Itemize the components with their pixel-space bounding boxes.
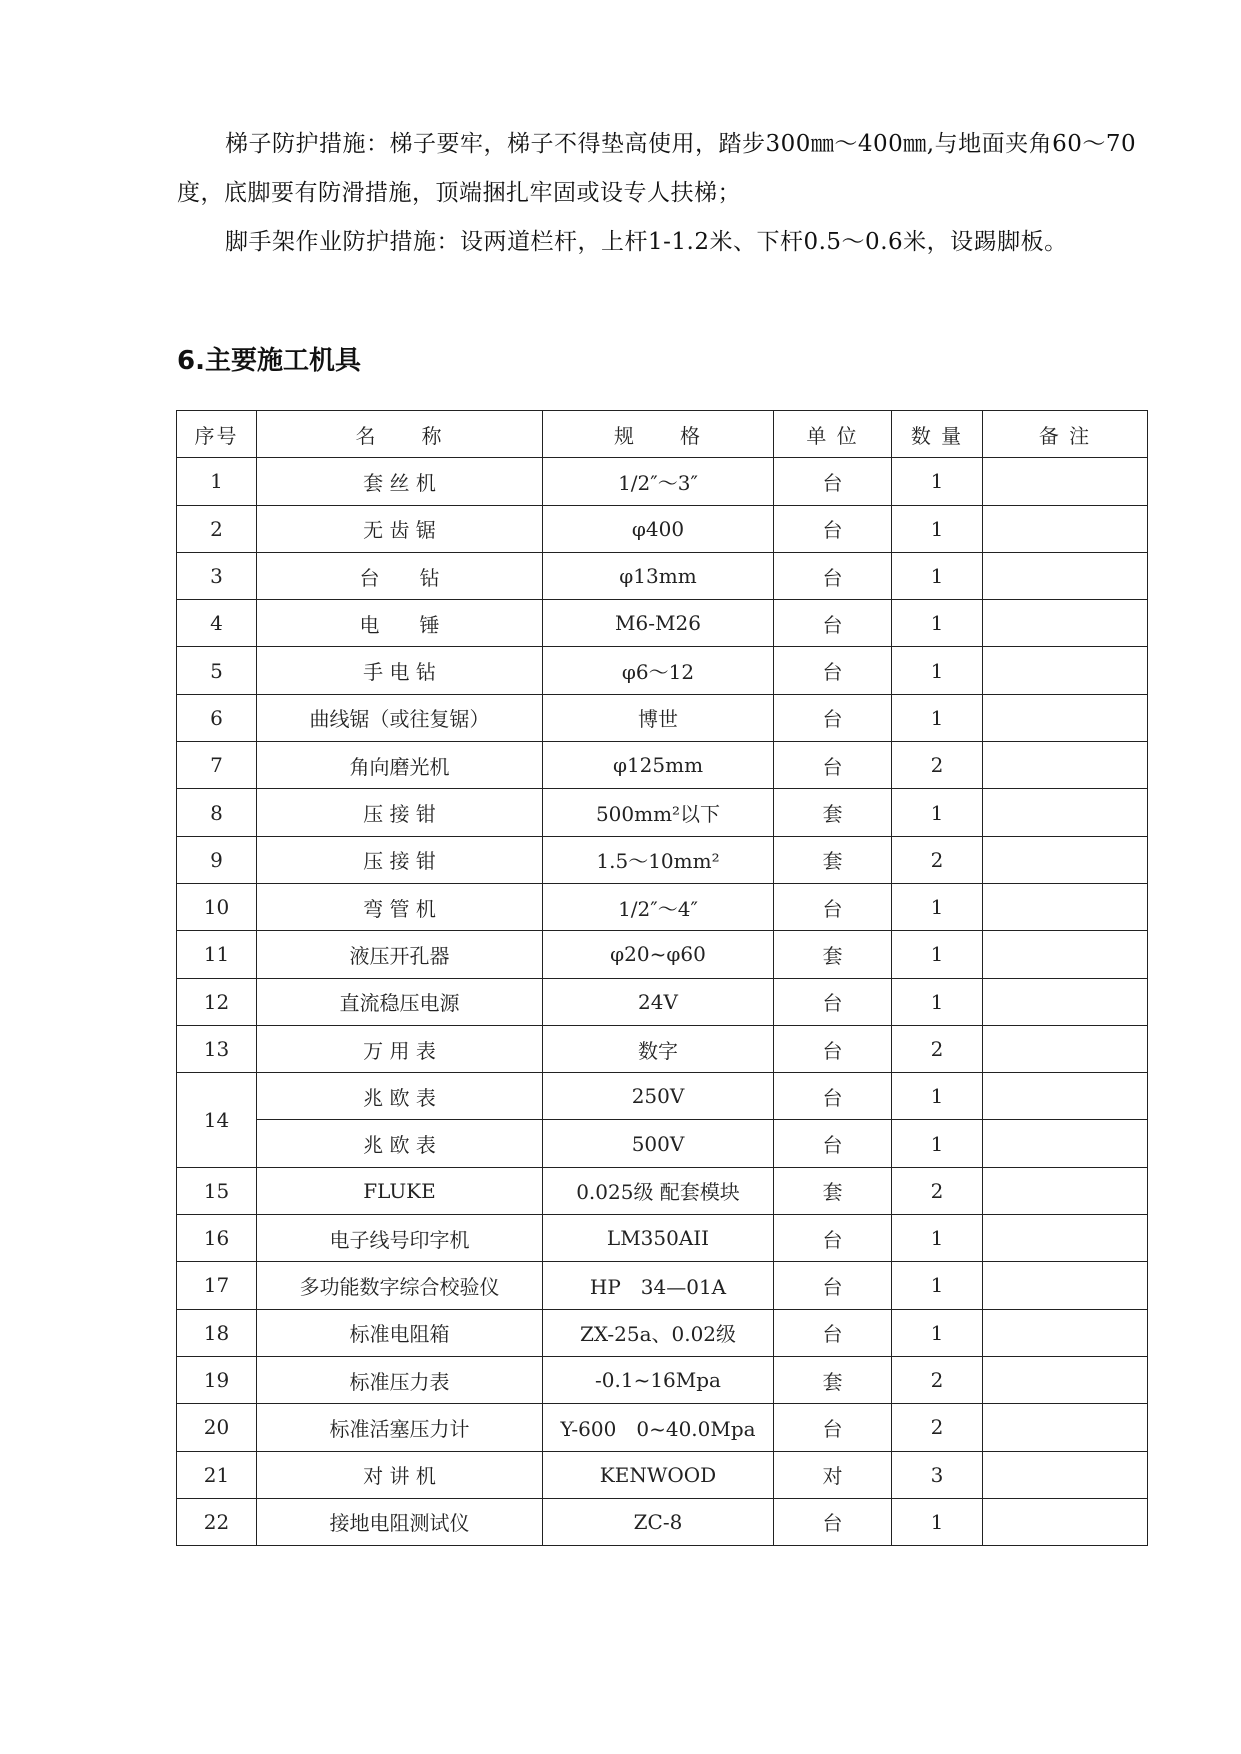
row-unit: 台 bbox=[774, 552, 892, 599]
ladder-protection-paragraph: 梯子防护措施：梯子要牢，梯子不得垫高使用，踏步300㎜～400㎜,与地面夹角60～70度，底脚要有防滑措施，顶端捆扎牢固或设专人扶梯； bbox=[177, 131, 1137, 206]
row-remark bbox=[983, 789, 1148, 836]
row-unit: 台 bbox=[774, 978, 892, 1025]
row-spec: φ13mm bbox=[543, 552, 774, 599]
row-remark bbox=[983, 552, 1148, 599]
row-unit: 台 bbox=[774, 458, 892, 505]
row-unit: 台 bbox=[774, 505, 892, 552]
table-row bbox=[177, 789, 1148, 836]
row-name: 角向磨光机 bbox=[257, 742, 543, 789]
row-name: 多功能数字综合校验仪 bbox=[257, 1262, 543, 1309]
row-qty: 1 bbox=[892, 1073, 983, 1120]
row-remark bbox=[983, 1073, 1148, 1120]
row-name: 标准活塞压力计 bbox=[257, 1404, 543, 1451]
row-no: 6 bbox=[177, 694, 257, 741]
row-no: 1 bbox=[177, 458, 257, 505]
row-unit: 台 bbox=[774, 694, 892, 741]
row-unit: 台 bbox=[774, 1215, 892, 1262]
row-qty: 1 bbox=[892, 458, 983, 505]
row-qty: 3 bbox=[892, 1451, 983, 1498]
row-spec: φ20~φ60 bbox=[543, 931, 774, 978]
row-remark bbox=[983, 458, 1148, 505]
row-qty: 1 bbox=[892, 978, 983, 1025]
row-qty: 2 bbox=[892, 1025, 983, 1072]
row-unit: 台 bbox=[774, 883, 892, 930]
row-no: 9 bbox=[177, 836, 257, 883]
header-unit: 单 位 bbox=[774, 411, 892, 458]
row-remark bbox=[983, 1167, 1148, 1214]
row-remark bbox=[983, 600, 1148, 647]
row-qty: 1 bbox=[892, 647, 983, 694]
row-no: 11 bbox=[177, 931, 257, 978]
row-qty: 2 bbox=[892, 1167, 983, 1214]
table-row bbox=[177, 1167, 1148, 1214]
table-row bbox=[177, 1073, 1148, 1120]
row-spec: 500mm²以下 bbox=[543, 789, 774, 836]
row-unit: 台 bbox=[774, 647, 892, 694]
row-name: 电 锤 bbox=[257, 600, 543, 647]
row-qty: 1 bbox=[892, 1262, 983, 1309]
table-row bbox=[177, 836, 1148, 883]
row-no: 10 bbox=[177, 883, 257, 930]
row-name: 直流稳压电源 bbox=[257, 978, 543, 1025]
row-spec: 1/2″～3″ bbox=[543, 458, 774, 505]
row-unit: 套 bbox=[774, 931, 892, 978]
row-spec: 1.5～10mm² bbox=[543, 836, 774, 883]
table-row bbox=[177, 883, 1148, 930]
row-unit: 套 bbox=[774, 836, 892, 883]
row-name: 液压开孔器 bbox=[257, 931, 543, 978]
row-remark bbox=[983, 1356, 1148, 1403]
row-name: 兆 欧 表 bbox=[257, 1073, 543, 1120]
table-row bbox=[177, 600, 1148, 647]
row-remark bbox=[983, 1309, 1148, 1356]
row-remark bbox=[983, 978, 1148, 1025]
row-remark bbox=[983, 836, 1148, 883]
header-spec: 规 格 bbox=[543, 411, 774, 458]
row-name: 电子线号印字机 bbox=[257, 1215, 543, 1262]
row-spec: 500V bbox=[543, 1120, 774, 1167]
row-spec: 1/2″～4″ bbox=[543, 883, 774, 930]
row-qty: 1 bbox=[892, 694, 983, 741]
row-remark bbox=[983, 1451, 1148, 1498]
row-qty: 1 bbox=[892, 1309, 983, 1356]
table-row bbox=[177, 978, 1148, 1025]
row-no: 20 bbox=[177, 1404, 257, 1451]
row-spec: M6-M26 bbox=[543, 600, 774, 647]
row-qty: 2 bbox=[892, 742, 983, 789]
table-row bbox=[177, 1404, 1148, 1451]
row-qty: 1 bbox=[892, 1120, 983, 1167]
row-no: 13 bbox=[177, 1025, 257, 1072]
row-qty: 1 bbox=[892, 1498, 983, 1545]
header-no: 序号 bbox=[177, 411, 257, 458]
row-qty: 1 bbox=[892, 883, 983, 930]
row-name: 套 丝 机 bbox=[257, 458, 543, 505]
table-row bbox=[177, 694, 1148, 741]
row-unit: 对 bbox=[774, 1451, 892, 1498]
row-spec: 博世 bbox=[543, 694, 774, 741]
row-spec: ZX-25a、0.02级 bbox=[543, 1309, 774, 1356]
row-qty: 1 bbox=[892, 600, 983, 647]
row-spec: Y-600 0~40.0Mpa bbox=[543, 1404, 774, 1451]
row-no: 18 bbox=[177, 1309, 257, 1356]
row-unit: 台 bbox=[774, 1404, 892, 1451]
row-name: 标准电阻箱 bbox=[257, 1309, 543, 1356]
row-remark bbox=[983, 1498, 1148, 1545]
row-no: 22 bbox=[177, 1498, 257, 1545]
row-name: 对 讲 机 bbox=[257, 1451, 543, 1498]
table-row bbox=[177, 1025, 1148, 1072]
header-qty: 数 量 bbox=[892, 411, 983, 458]
row-name: FLUKE bbox=[257, 1167, 543, 1214]
row-remark bbox=[983, 1025, 1148, 1072]
row-name: 压 接 钳 bbox=[257, 789, 543, 836]
row-qty: 2 bbox=[892, 836, 983, 883]
table-row bbox=[177, 1120, 1148, 1167]
row-name: 压 接 钳 bbox=[257, 836, 543, 883]
row-remark bbox=[983, 647, 1148, 694]
row-unit: 台 bbox=[774, 1262, 892, 1309]
table-row bbox=[177, 505, 1148, 552]
table-row bbox=[177, 931, 1148, 978]
section-title: 6.主要施工机具 bbox=[177, 346, 361, 376]
row-unit: 台 bbox=[774, 1309, 892, 1356]
row-spec: LM350AII bbox=[543, 1215, 774, 1262]
row-remark bbox=[983, 931, 1148, 978]
row-remark bbox=[983, 694, 1148, 741]
row-no: 5 bbox=[177, 647, 257, 694]
row-qty: 2 bbox=[892, 1356, 983, 1403]
row-no: 4 bbox=[177, 600, 257, 647]
row-remark bbox=[983, 742, 1148, 789]
row-no: 16 bbox=[177, 1215, 257, 1262]
row-qty: 1 bbox=[892, 789, 983, 836]
table-row bbox=[177, 1356, 1148, 1403]
row-spec: 24V bbox=[543, 978, 774, 1025]
row-unit: 套 bbox=[774, 1356, 892, 1403]
row-unit: 台 bbox=[774, 1498, 892, 1545]
row-spec: HP 34—01A bbox=[543, 1262, 774, 1309]
row-qty: 1 bbox=[892, 552, 983, 599]
row-unit: 台 bbox=[774, 1073, 892, 1120]
row-qty: 1 bbox=[892, 1215, 983, 1262]
row-no: 8 bbox=[177, 789, 257, 836]
row-name: 弯 管 机 bbox=[257, 883, 543, 930]
row-no: 12 bbox=[177, 978, 257, 1025]
table-row bbox=[177, 742, 1148, 789]
row-no: 2 bbox=[177, 505, 257, 552]
table-row bbox=[177, 1451, 1148, 1498]
row-no: 21 bbox=[177, 1451, 257, 1498]
row-name: 标准压力表 bbox=[257, 1356, 543, 1403]
row-name: 万 用 表 bbox=[257, 1025, 543, 1072]
row-unit: 台 bbox=[774, 600, 892, 647]
row-no: 19 bbox=[177, 1356, 257, 1403]
row-no: 15 bbox=[177, 1167, 257, 1214]
row-name: 台 钻 bbox=[257, 552, 543, 599]
table-row bbox=[177, 1262, 1148, 1309]
row-qty: 2 bbox=[892, 1404, 983, 1451]
row-spec: φ6～12 bbox=[543, 647, 774, 694]
row-unit: 台 bbox=[774, 1025, 892, 1072]
row-spec: 0.025级 配套模块 bbox=[543, 1167, 774, 1214]
row-spec: -0.1~16Mpa bbox=[543, 1356, 774, 1403]
table-row bbox=[177, 1215, 1148, 1262]
row-remark bbox=[983, 1404, 1148, 1451]
row-unit: 套 bbox=[774, 789, 892, 836]
row-spec: φ400 bbox=[543, 505, 774, 552]
table-row bbox=[177, 647, 1148, 694]
row-remark bbox=[983, 1120, 1148, 1167]
row-name: 接地电阻测试仪 bbox=[257, 1498, 543, 1545]
row-spec: KENWOOD bbox=[543, 1451, 774, 1498]
table-row bbox=[177, 1498, 1148, 1545]
row-remark bbox=[983, 1215, 1148, 1262]
table-header-row bbox=[177, 411, 1148, 458]
row-no: 17 bbox=[177, 1262, 257, 1309]
row-remark bbox=[983, 1262, 1148, 1309]
row-name: 无 齿 锯 bbox=[257, 505, 543, 552]
table-row bbox=[177, 458, 1148, 505]
row-no: 3 bbox=[177, 552, 257, 599]
row-qty: 1 bbox=[892, 505, 983, 552]
scaffold-protection-paragraph: 脚手架作业防护措施：设两道栏杆，上杆1-1.2米、下杆0.5～0.6米，设踢脚板。 bbox=[225, 229, 1068, 255]
header-remark: 备 注 bbox=[983, 411, 1148, 458]
row-spec: 250V bbox=[543, 1073, 774, 1120]
row-qty: 1 bbox=[892, 931, 983, 978]
header-name: 名 称 bbox=[257, 411, 543, 458]
row-remark bbox=[983, 505, 1148, 552]
row-no: 7 bbox=[177, 742, 257, 789]
equipment-table bbox=[176, 410, 1148, 1546]
row-name: 曲线锯（或往复锯） bbox=[257, 694, 543, 741]
row-no: 14 bbox=[177, 1073, 257, 1168]
row-unit: 台 bbox=[774, 742, 892, 789]
row-unit: 套 bbox=[774, 1167, 892, 1214]
row-unit: 台 bbox=[774, 1120, 892, 1167]
table-row bbox=[177, 552, 1148, 599]
row-name: 手 电 钻 bbox=[257, 647, 543, 694]
row-spec: ZC-8 bbox=[543, 1498, 774, 1545]
row-remark bbox=[983, 883, 1148, 930]
table-row bbox=[177, 1309, 1148, 1356]
row-spec: φ125mm bbox=[543, 742, 774, 789]
row-name: 兆 欧 表 bbox=[257, 1120, 543, 1167]
row-spec: 数字 bbox=[543, 1025, 774, 1072]
